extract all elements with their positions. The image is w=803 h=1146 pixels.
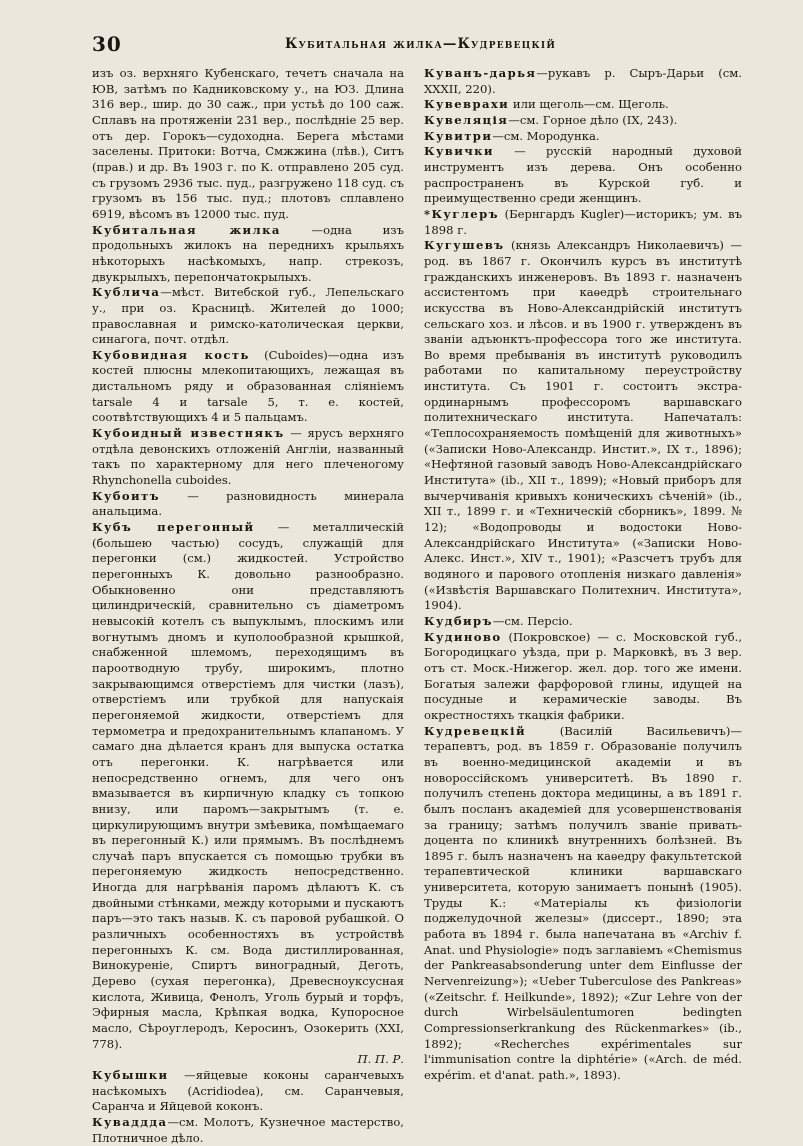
right-column: [424, 66, 742, 1084]
entry-headword: Кудбиръ: [424, 613, 493, 628]
entry-headword: Кудревецкій: [424, 723, 526, 738]
entry-headword: Кубоитъ: [92, 488, 160, 503]
entry-kuvichki: [424, 144, 742, 207]
entry-headword: Кудиново: [424, 629, 502, 644]
entry-kubovidnaya-kost: [92, 348, 404, 426]
entry-headword: Кубоидный известнякъ: [92, 426, 285, 441]
entry-body: —см. Горное дѣло (IX, 243).: [508, 112, 678, 127]
entry-kudinovo: [424, 630, 742, 724]
entry-headword: Кувеляція: [424, 112, 509, 127]
entry-kuvitri: [424, 129, 742, 145]
entry-continuation: [92, 66, 404, 223]
entry-headword: Кубъ перегонный: [92, 520, 255, 535]
entry-headword: Куванъ-дарья: [424, 66, 537, 80]
entry-body: —мѣст. Витебской губ., Лепельскаго у., при оз. Красницѣ. Жителей до 1000; православная и римско-католическая церкви, синагога, почт. отдѣл.: [92, 285, 404, 347]
entry-headword: Кувички: [424, 144, 494, 159]
entry-kuvelyatsiya: [424, 113, 742, 129]
entry-body: изъ оз. верхняго Кубенскаго, течетъ сначала на ЮВ, затѣмъ по Кадниковскому у., на ЮЗ. Длина 316 вер., шир. до 30 саж., при устьѣ до 100 саж. Сплавъ на протяженіи 231 вер., послѣдніе 25 вер. отъ дер. Горокъ—судоходна. Берега мѣстами заселены. Притоки: Вотча, Смжжина (лѣв.), Ситъ (прав.) и др. Въ 1903 г. по К. отправлено 205 суд. съ грузомъ 2936 тыс. пуд., разгружено 118 суд. съ грузомъ въ 156 тыс. пуд.; плотовъ сплавлено 6919, вѣсомъ въ 12000 тыс. пуд.: [92, 66, 404, 221]
entry-body: —см. Персіо.: [492, 613, 573, 628]
entry-headword: Кубовидная кость: [92, 347, 250, 362]
entry-kuboidny-izvestnyak: [92, 426, 404, 489]
entry-kub-peregonny: [92, 520, 404, 1068]
entry-body: — металлическій (большею частью) сосудъ, служащій для перегонки (см.) жидкостей. Устройство перегонныхъ К. довольно разнообразно. Обыкновенно они представляютъ цилиндрическій, сравнительно съ діаметромъ невысокій котелъ съ выпуклымъ, плоскимъ или вогнутымъ дномъ и куполообразной крышкой, снабженной шлемомъ, переходящимъ въ пароотводную трубу, широкимъ, плотно закрывающимся отверстіемъ для чистки (лазъ), отверстіемъ или трубкой для напускаія перегоняемой жидкости, отверстіемъ для термометра и предохранительнымъ клапаномъ. У самаго дна дѣлается кранъ для выпуска остатка отъ перегонки. К. нагрѣвается или непосредственно огнемъ, для чего онъ вмазывается въ кирпичную кладку съ топкою внизу, или паромъ—закрытымъ (т. е. циркулирующимъ внутри змѣевика, помѣщаемаго въ перегонный К.) или прямымъ. Въ послѣднемъ случаѣ паръ впускается съ помощью трубки въ перегоняемую жидкость непосредственно. Иногда для нагрѣванія паромъ дѣлаютъ К. съ двойными стѣнками, между которыми и пускаютъ паръ—это такъ назыв. К. съ паровой рубашкой. О различныхъ особенностяхъ въ устройствѣ перегонныхъ К. см. Вода дистиллированная, Винокуреніе, Спиртъ виноградный, Деготь, Дерево (сухая перегонка), Древесноуксусная кислота, Живица, Фенолъ, Уголь бурый и торфъ, Эфирныя масла, Крѣпкая водка, Купоросное масло, Сѣроуглеродъ, Керосинъ, Озокерить (XXI, 778).: [92, 520, 404, 1051]
entry-body: (Бернгардъ Kugler)—историкъ; ум. въ 1898 г.: [424, 206, 743, 237]
entry-kuvalda: [92, 1115, 404, 1146]
entry-kuvevrakhi: [424, 97, 742, 113]
entry-body: —одна изъ продольныхъ жилокъ на переднихъ крыльяхъ нѣкоторыхъ насѣкомыхъ, напр. стрекозъ, двукрылыхъ, перепончатокрылыхъ.: [92, 222, 405, 284]
entry-kublicha: [92, 285, 404, 348]
entry-kuvan-darya: [424, 66, 742, 97]
entry-headword: Кубышки: [92, 1068, 169, 1082]
entry-kudrevetsky: [424, 724, 742, 1084]
entry-headword: *Куглеръ: [424, 206, 499, 221]
entry-headword: Кувитри: [424, 128, 493, 143]
left-column: [92, 66, 404, 1146]
entry-headword: Куваддда: [92, 1114, 168, 1129]
author-signature: П. П. Р.: [357, 1052, 404, 1067]
entry-body: (Cuboides)—одна изъ костей плюсны млекопитающихъ, лежащая въ дистальномъ ряду и образованная сліяніемъ tarsale 4 и tarsale 5, т. е. костей, соотвѣтствующихъ 4 и 5 пальцамъ.: [92, 347, 404, 425]
entry-kudbir: [424, 614, 742, 630]
entry-body: —рукавъ р. Сыръ-Дарьи (см. XXXII, 220).: [424, 66, 742, 96]
entry-headword: Кублича: [92, 285, 161, 300]
entry-kubitalnaya-zhilka: [92, 223, 404, 286]
entry-kubyshki: [92, 1068, 404, 1115]
entry-body: (князь Александръ Николаевичъ) — род. въ 1867 г. Окончилъ курсъ въ институтѣ гражданскихъ инженеровъ. Въ 1893 г. назначенъ ассистентомъ при каѳедрѣ строительнаго искусства въ Ново-Александрійскій институтъ сельскаго хоз. и лѣсов. и въ 1900 г. утвержденъ въ званіи адъюнктъ-профессора того же института. Во время пребыванія въ институтѣ руководилъ работами по капитальному переустройству института. Съ 1901 г. состоитъ экстра-ординарнымъ профессоромъ варшавскаго политехническаго института. Напечаталъ: «Теплосохраняемость помѣщеній для животныхъ» («Записки Ново-Александр. Инстит.», IX т., 1896); «Нефтяной газовый заводъ Ново-Александрійскаго Института» (ib., XII т., 1899); «Новый приборъ для вычерчиванія кривыхъ коническихъ сѣченій» (ib., XII т., 1899 г. и «Техническій сборникъ», 1899. № 12); «Водопроводы и водостоки Ново-Александрійскаго Института» («Записки Ново-Алекс. Инст.», XIV т., 1901); «Разсчетъ трубъ для водяного и парового отопленія низкаго давленія» («Извѣстія Варшавскаго Политехнич. Института», 1904).: [424, 238, 742, 613]
running-head: Кубитальная жилка—Кудревецкій: [285, 36, 557, 52]
entry-kuboit: [92, 489, 404, 520]
entry-body: — разновидность минерала анальцима.: [92, 488, 405, 519]
entry-body: или щеголь—см. Щеголь.: [512, 97, 669, 112]
column-gutter: [413, 66, 414, 1096]
entry-body: — ярусъ верхняго отдѣла девонскихъ отложеній Англіи, названный такъ по характерному для него плеченогому Rhynchonella cuboides.: [92, 426, 405, 488]
entry-body: —яйцевые коконы саранчевыхъ насѣкомыхъ (Acridiodea), см. Саранчевыя, Саранча и Яйцевой коконъ.: [92, 1068, 405, 1114]
entry-headword: Кувеврахи: [424, 97, 510, 112]
entry-body: —см. Мородунка.: [492, 128, 600, 143]
entry-kugler: [424, 207, 742, 238]
entry-body: (Василій Васильевичъ)—терапевтъ, род. въ 1859 г. Образованіе получилъ въ военно-медицинской академіи и въ новороссійскомъ университетѣ. Въ 1890 г. получилъ степень доктора медицины, а въ 1891 г. былъ посланъ академіей для усовершенствованія за границу; затѣмъ получилъ званіе привать-доцента по клиникѣ внутреннихъ болѣзней. Въ 1895 г. былъ назначенъ на каѳедру факультетской терапевтической клиники варшавскаго университета, которую занимаетъ понынѣ (1905). Труды К.: «Матеріалы къ физіологіи поджелудочной железы» (диссерт., 1890; эта работа въ 1894 г. была напечатана въ «Archiv f. Anat. und Physiologie» подъ заглавіемъ «Chemismus der Pankreasabsonderung unter dem Einflusse der Nervenreizung»); «Ueber Tuberculose des Pankreas» («Zeitschr. f. Heilkunde», 1892); «Zur Lehre von der durch Wirbelsäulentumoren bedingten Compressionserkrankung des Rückenmarkes» (ib., 1892); «Recherches expérimentales sur l'immunisation contre la diphtérie» («Arch. de méd. expérim. et d'anat. path.», 1893).: [424, 723, 742, 1082]
entry-headword: Кубитальная жилка: [92, 222, 281, 237]
page-number: 30: [92, 32, 122, 56]
entry-body: —см. Молотъ, Кузнечное мастерство, Плотничное дѣло.: [92, 1114, 404, 1145]
entry-body: (Покровское) — с. Московской губ., Богородицкаго уѣзда, при р. Марковкѣ, въ 3 вер. отъ ст. Моск.-Нижегор. жел. дор. того же имени. Богатыя залежи фарфоровой глины, идущей на посудные и керамическіе заводы. Въ окрестностяхъ ткацкія фабрики.: [424, 629, 743, 722]
entry-kugushev: [424, 238, 742, 614]
entry-body: — русскій народный духовой инструментъ изъ дерева. Онъ особенно распространенъ въ Курской губ. и преимущественно среди женщинъ.: [424, 144, 743, 206]
entry-headword: Кугушевъ: [424, 238, 505, 253]
